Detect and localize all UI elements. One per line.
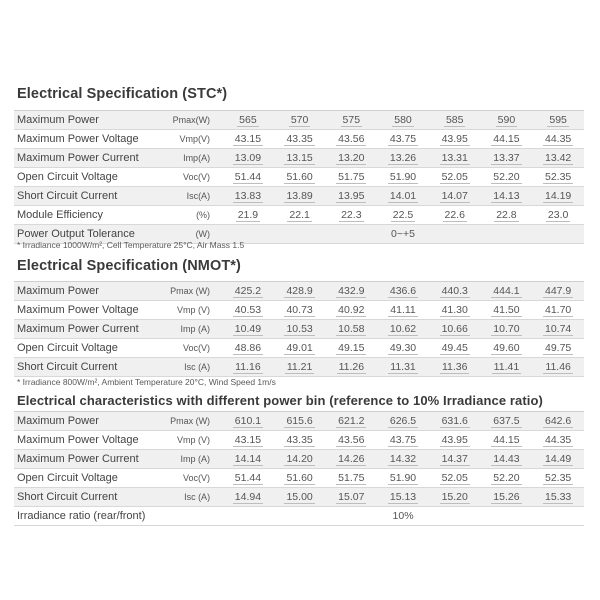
row-unit: Imp (A) — [164, 320, 222, 339]
table-cell — [325, 412, 377, 431]
table-cell — [325, 168, 377, 187]
table-cell — [274, 450, 326, 469]
table-cell — [377, 187, 429, 206]
cell-value: 43.75 — [389, 433, 417, 446]
row-unit: Imp(A) — [164, 149, 222, 168]
cell-value: 49.15 — [338, 341, 365, 354]
cell-value: 13.31 — [441, 151, 468, 164]
table-cell — [325, 450, 377, 469]
cell-value: 14.01 — [389, 189, 417, 202]
table-cell — [532, 282, 584, 301]
table-cell — [274, 488, 326, 507]
table-cell — [377, 206, 429, 225]
cell-value: 436.6 — [389, 284, 417, 297]
row-unit: Voc(V) — [183, 343, 211, 353]
table-cell — [532, 469, 584, 488]
cell-value: 22.8 — [496, 208, 517, 221]
bin-title: Electrical characteristics with different power bin (reference to 10% Irradiance ratio) — [17, 393, 543, 408]
table-cell — [222, 431, 274, 450]
table-cell — [377, 130, 429, 149]
cell-value: 15.33 — [545, 490, 572, 503]
cell-value: 590 — [497, 113, 516, 126]
nmot-note: * Irradiance 800W/m², Ambient Temperature 20°C, Wind Speed 1m/s — [17, 377, 276, 387]
cell-value: 15.20 — [441, 490, 468, 503]
cell-value: 642.6 — [545, 414, 572, 427]
cell-value: 49.45 — [441, 341, 468, 354]
cell-value: 43.56 — [338, 132, 365, 145]
table-cell — [429, 358, 481, 377]
cell-value: 44.35 — [545, 433, 572, 446]
row-label: Power Output Tolerance — [14, 225, 164, 244]
table-cell — [429, 339, 481, 358]
table-cell — [481, 206, 533, 225]
table-cell — [429, 412, 481, 431]
table-cell — [377, 282, 429, 301]
cell-value: 49.01 — [286, 341, 313, 354]
cell-value: 15.13 — [389, 490, 417, 503]
table-cell — [222, 358, 274, 377]
row-unit: Isc (A) — [164, 488, 222, 507]
row-label: Short Circuit Current — [14, 488, 164, 507]
table-cell — [222, 130, 274, 149]
table-cell — [274, 431, 326, 450]
table-cell — [532, 301, 584, 320]
cell-value: 41.30 — [441, 303, 468, 316]
table-cell — [532, 320, 584, 339]
table-cell — [429, 450, 481, 469]
table-cell — [377, 301, 429, 320]
table-cell — [532, 450, 584, 469]
cell-value: 52.35 — [545, 471, 572, 484]
cell-value: 10.58 — [338, 322, 365, 335]
table-cell — [481, 488, 533, 507]
table-cell — [274, 130, 326, 149]
row-label: Irradiance ratio (rear/front) — [17, 510, 146, 522]
row-label: Open Circuit Voltage — [17, 472, 118, 484]
table-cell — [274, 187, 326, 206]
cell-value: 51.75 — [338, 170, 365, 183]
table-cell — [325, 111, 377, 130]
table-cell — [377, 412, 429, 431]
table-cell — [532, 358, 584, 377]
table-row — [14, 507, 584, 526]
row-unit: Vmp (V) — [177, 305, 211, 315]
row-unit: Pmax(W) — [164, 111, 222, 130]
row-unit: Vmp (V) — [177, 435, 211, 445]
cell-value: 13.26 — [389, 151, 417, 164]
table-cell — [274, 469, 326, 488]
row-label: Module Efficiency — [17, 209, 104, 221]
cell-value: 52.20 — [493, 471, 520, 484]
cell-value: 43.15 — [234, 433, 262, 446]
cell-value: 43.95 — [441, 433, 468, 446]
cell-value: 52.05 — [441, 471, 468, 484]
row-unit: Pmax (W) — [164, 282, 222, 301]
cell-value: 14.37 — [441, 452, 468, 465]
table-cell — [222, 168, 274, 187]
cell-value: 51.90 — [389, 471, 417, 484]
table-cell — [325, 488, 377, 507]
table-row — [14, 320, 584, 339]
table-cell — [222, 412, 274, 431]
nmot-table — [14, 281, 584, 377]
row-label: Maximum Power Current — [14, 149, 164, 168]
table-cell — [222, 111, 274, 130]
table-row — [14, 339, 584, 358]
cell-value: 432.9 — [338, 284, 365, 297]
cell-value: 49.75 — [545, 341, 572, 354]
table-row — [14, 130, 584, 149]
cell-value: 23.0 — [547, 208, 569, 221]
cell-value: 43.35 — [286, 132, 313, 145]
cell-value: 52.35 — [545, 170, 572, 183]
table-cell — [222, 187, 274, 206]
cell-value: 22.3 — [341, 208, 362, 221]
table-cell — [532, 149, 584, 168]
cell-value: 11.36 — [441, 360, 468, 373]
cell-value: 44.15 — [493, 433, 520, 446]
table-cell — [429, 111, 481, 130]
table-cell — [481, 469, 533, 488]
row-label: Open Circuit Voltage — [17, 171, 118, 183]
row-label: Maximum Power Voltage — [17, 304, 139, 316]
table-cell — [377, 111, 429, 130]
cell-value: 440.3 — [441, 284, 468, 297]
table-cell — [481, 282, 533, 301]
row-label: Maximum Power Current — [14, 450, 164, 469]
row-unit: (%) — [196, 210, 211, 220]
table-cell — [429, 149, 481, 168]
cell-value: 15.26 — [493, 490, 520, 503]
table-cell — [532, 339, 584, 358]
table-cell — [481, 301, 533, 320]
cell-value: 14.20 — [286, 452, 313, 465]
table-cell — [532, 111, 584, 130]
table-row — [14, 206, 584, 225]
cell-value: 51.75 — [338, 471, 365, 484]
table-row — [14, 358, 584, 377]
cell-value: 14.49 — [545, 452, 572, 465]
table-cell — [325, 301, 377, 320]
cell-value: 14.43 — [493, 452, 520, 465]
cell-value: 15.00 — [286, 490, 313, 503]
table-cell — [481, 320, 533, 339]
row-unit — [164, 507, 222, 526]
cell-value: 14.13 — [493, 189, 520, 202]
cell-value: 14.94 — [234, 490, 262, 503]
cell-value: 51.44 — [234, 170, 262, 183]
cell-value: 14.07 — [441, 189, 468, 202]
cell-value: 41.11 — [390, 303, 416, 316]
table-cell — [429, 168, 481, 187]
cell-value: 43.56 — [338, 433, 365, 446]
table-cell — [429, 301, 481, 320]
cell-value: 447.9 — [545, 284, 572, 297]
cell-value: 595 — [549, 113, 567, 126]
cell-value: 11.16 — [235, 360, 261, 373]
cell-value: 49.60 — [493, 341, 520, 354]
cell-value: 13.37 — [493, 151, 520, 164]
table-cell — [274, 320, 326, 339]
table-cell — [274, 111, 326, 130]
table-cell — [377, 320, 429, 339]
cell-value: 13.15 — [286, 151, 313, 164]
table-cell — [377, 358, 429, 377]
cell-value: 40.73 — [286, 303, 313, 316]
table-cell — [429, 282, 481, 301]
table-cell — [377, 431, 429, 450]
cell-value: 11.26 — [338, 360, 365, 373]
row-label: Short Circuit Current — [14, 187, 164, 206]
table-cell — [325, 187, 377, 206]
table-cell — [377, 339, 429, 358]
table-row — [14, 111, 584, 130]
cell-value: 570 — [290, 113, 309, 126]
cell-value: 10.74 — [545, 322, 572, 335]
cell-value: 40.92 — [338, 303, 365, 316]
table-cell — [377, 149, 429, 168]
spanned-value: 0~+5 — [222, 225, 584, 244]
cell-value: 40.53 — [234, 303, 262, 316]
cell-value: 14.26 — [338, 452, 365, 465]
cell-value: 41.70 — [545, 303, 572, 316]
table-cell — [532, 412, 584, 431]
table-cell — [325, 149, 377, 168]
cell-value: 626.5 — [389, 414, 417, 427]
table-cell — [532, 488, 584, 507]
cell-value: 615.6 — [286, 414, 313, 427]
table-row — [14, 149, 584, 168]
table-cell — [222, 469, 274, 488]
cell-value: 621.2 — [338, 414, 365, 427]
cell-value: 428.9 — [286, 284, 313, 297]
cell-value: 44.15 — [493, 132, 520, 145]
cell-value: 444.1 — [493, 284, 520, 297]
table-cell — [274, 282, 326, 301]
table-row — [14, 282, 584, 301]
cell-value: 637.5 — [493, 414, 520, 427]
row-unit: Voc(V) — [183, 473, 211, 483]
table-cell — [325, 130, 377, 149]
table-cell — [274, 358, 326, 377]
table-cell — [274, 301, 326, 320]
table-cell — [429, 130, 481, 149]
table-cell — [532, 168, 584, 187]
table-cell — [481, 431, 533, 450]
cell-value: 51.60 — [286, 170, 313, 183]
table-cell — [274, 339, 326, 358]
cell-value: 10.70 — [493, 322, 520, 335]
cell-value: 10.62 — [389, 322, 417, 335]
table-cell — [222, 450, 274, 469]
table-cell — [222, 339, 274, 358]
cell-value: 14.14 — [234, 452, 262, 465]
table-cell — [222, 301, 274, 320]
row-unit: Voc(V) — [183, 172, 211, 182]
row-label: Maximum Power Voltage — [17, 133, 139, 145]
table-cell — [377, 469, 429, 488]
row-label: Open Circuit Voltage — [17, 342, 118, 354]
row-unit: Isc(A) — [164, 187, 222, 206]
cell-value: 22.6 — [444, 208, 465, 221]
table-cell — [429, 206, 481, 225]
table-cell — [274, 206, 326, 225]
table-cell — [274, 168, 326, 187]
cell-value: 631.6 — [441, 414, 468, 427]
cell-value: 13.09 — [234, 151, 262, 164]
cell-value: 13.83 — [234, 189, 262, 202]
table-cell — [532, 187, 584, 206]
table-cell — [274, 412, 326, 431]
table-cell — [222, 206, 274, 225]
table-cell — [377, 168, 429, 187]
cell-value: 43.95 — [441, 132, 468, 145]
table-row — [14, 469, 584, 488]
table-cell — [429, 320, 481, 339]
cell-value: 22.5 — [392, 208, 414, 221]
stc-note: * Irradiance 1000W/m², Cell Temperature 25°C, Air Mass 1.5 — [17, 240, 245, 250]
stc-title: Electrical Specification (STC*) — [17, 86, 228, 102]
cell-value: 11.31 — [390, 360, 416, 373]
cell-value: 10.53 — [286, 322, 313, 335]
table-cell — [274, 149, 326, 168]
table-cell — [481, 130, 533, 149]
cell-value: 41.50 — [493, 303, 520, 316]
cell-value: 15.07 — [338, 490, 365, 503]
cell-value: 51.60 — [286, 471, 313, 484]
cell-value: 10.49 — [234, 322, 262, 335]
row-unit: (W) — [164, 225, 222, 244]
table-cell — [325, 206, 377, 225]
table-cell — [532, 130, 584, 149]
table-cell — [532, 206, 584, 225]
table-cell — [222, 149, 274, 168]
table-cell — [325, 282, 377, 301]
table-row — [14, 488, 584, 507]
table-cell — [222, 488, 274, 507]
cell-value: 14.32 — [389, 452, 417, 465]
table-row — [14, 168, 584, 187]
cell-value: 43.35 — [286, 433, 313, 446]
table-cell — [481, 168, 533, 187]
cell-value: 13.20 — [338, 151, 365, 164]
cell-value: 48.86 — [234, 341, 262, 354]
cell-value: 43.75 — [389, 132, 417, 145]
row-unit: Vmp(V) — [179, 134, 211, 144]
nmot-title: Electrical Specification (NMOT*) — [17, 258, 241, 274]
row-label: Short Circuit Current — [14, 358, 164, 377]
table-cell — [532, 431, 584, 450]
cell-value: 580 — [394, 113, 412, 126]
cell-value: 565 — [239, 113, 257, 126]
cell-value: 425.2 — [234, 284, 262, 297]
cell-value: 43.15 — [234, 132, 262, 145]
row-unit: Isc (A) — [164, 358, 222, 377]
row-label: Maximum Power — [14, 412, 164, 431]
table-cell — [481, 149, 533, 168]
cell-value: 21.9 — [237, 208, 259, 221]
cell-value: 10.66 — [441, 322, 468, 335]
cell-value: 52.05 — [441, 170, 468, 183]
cell-value: 13.42 — [545, 151, 572, 164]
row-label: Maximum Power — [14, 111, 164, 130]
table-cell — [481, 111, 533, 130]
row-label: Maximum Power Current — [14, 320, 164, 339]
cell-value: 585 — [445, 113, 464, 126]
cell-value: 13.95 — [338, 189, 365, 202]
table-cell — [429, 431, 481, 450]
row-unit: Pmax (W) — [164, 412, 222, 431]
cell-value: 11.46 — [545, 360, 571, 373]
cell-value: 51.90 — [389, 170, 417, 183]
table-row — [14, 450, 584, 469]
table-cell — [222, 282, 274, 301]
table-cell — [222, 320, 274, 339]
cell-value: 610.1 — [234, 414, 262, 427]
row-label: Maximum Power — [14, 282, 164, 301]
bin-table — [14, 411, 584, 526]
spanned-value: 10% — [392, 510, 414, 522]
cell-value: 13.89 — [286, 189, 313, 202]
table-cell — [377, 488, 429, 507]
table-row — [14, 187, 584, 206]
cell-value: 49.30 — [389, 341, 417, 354]
table-row — [14, 431, 584, 450]
table-cell — [325, 339, 377, 358]
table-cell — [325, 431, 377, 450]
table-cell — [481, 358, 533, 377]
table-cell — [429, 469, 481, 488]
cell-value: 52.20 — [493, 170, 520, 183]
cell-value: 51.44 — [234, 471, 262, 484]
cell-value: 14.19 — [545, 189, 572, 202]
table-cell — [429, 187, 481, 206]
cell-value: 44.35 — [545, 132, 572, 145]
table-cell — [481, 339, 533, 358]
stc-table — [14, 110, 584, 244]
table-cell — [481, 450, 533, 469]
row-label: Maximum Power Voltage — [17, 434, 139, 446]
table-cell — [481, 412, 533, 431]
table-cell — [377, 450, 429, 469]
cell-value: 575 — [342, 113, 361, 126]
table-cell — [325, 358, 377, 377]
table-cell — [481, 187, 533, 206]
row-unit: Imp (A) — [164, 450, 222, 469]
table-cell — [325, 469, 377, 488]
cell-value: 11.21 — [286, 360, 313, 373]
cell-value: 11.41 — [493, 360, 520, 373]
table-cell — [325, 320, 377, 339]
table-row — [14, 301, 584, 320]
table-cell — [429, 488, 481, 507]
table-row — [14, 412, 584, 431]
cell-value: 22.1 — [289, 208, 310, 221]
